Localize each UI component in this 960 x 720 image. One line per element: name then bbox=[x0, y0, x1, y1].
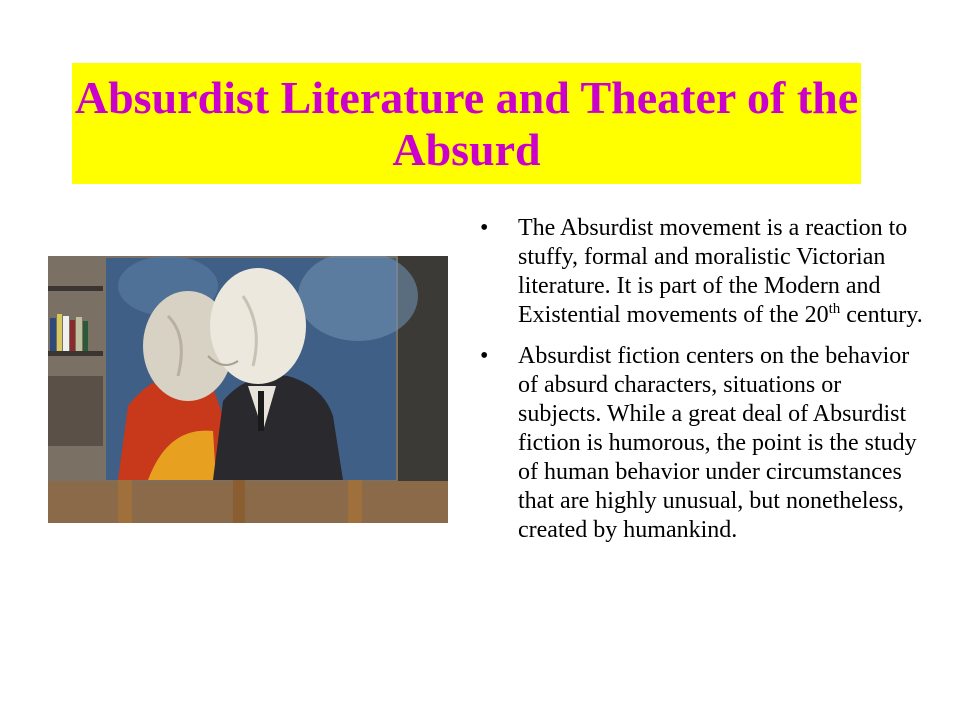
painting-illustration bbox=[48, 256, 448, 523]
painting-photo bbox=[48, 256, 448, 523]
bullet-item-fiction bbox=[480, 342, 930, 545]
bullet-text: The Absurdist movement is a reaction to stuffy, formal and moralistic Victorian literature. It is part of the Modern and Existential movements of the 20 bbox=[518, 215, 908, 328]
bullet-list bbox=[480, 214, 930, 557]
bullet-text-end: century. bbox=[840, 302, 923, 328]
bullet-superscript: th bbox=[828, 301, 841, 317]
bullet-item-movement bbox=[480, 214, 930, 330]
slide-title: Absurdist Literature and Theater of the Absurd bbox=[74, 71, 859, 175]
bullet-text: Absurdist fiction centers on the behavior of absurd characters, situations or subjects. While a great deal of Absurdist fiction is humorous, the point is the study of human behavior under circumstances that are highly unusual, but nonetheless, created by humankind. bbox=[518, 343, 917, 543]
bullet-marker: • bbox=[480, 215, 489, 241]
title-banner bbox=[72, 63, 861, 184]
bullet-marker: • bbox=[480, 343, 489, 369]
